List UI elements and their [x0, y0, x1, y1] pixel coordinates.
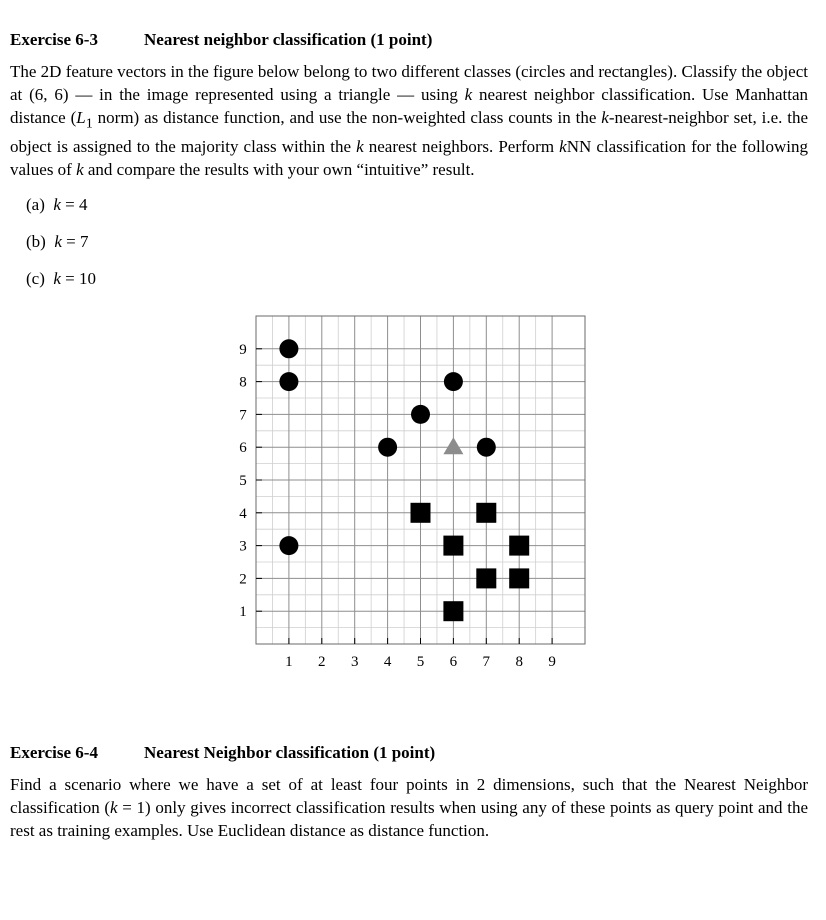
x-tick-label: 7: [482, 654, 491, 670]
exercise-6-4-title: Nearest Neighbor classification (1 point): [144, 743, 436, 762]
square-point: [443, 536, 463, 556]
square-point: [443, 601, 463, 621]
x-tick-label: 3: [350, 654, 359, 670]
ex63-text-6: NN classification for the following values of: [10, 137, 808, 180]
query-triangle-point: [443, 437, 463, 454]
ex64-var-k: k: [110, 798, 118, 817]
circle-point: [444, 372, 463, 391]
x-tick-label: 1: [285, 654, 293, 670]
ex63-var-k-5: k: [76, 160, 84, 180]
exercise-6-4-description: [10, 773, 808, 842]
ex63-text-3: norm) as distance function, and use the non-weighted class counts in the: [92, 108, 602, 127]
x-tick-label: 6: [449, 654, 458, 670]
ex63-var-l-subscript: 1: [85, 115, 93, 132]
ex63-var-k-4: k: [559, 137, 567, 157]
circle-point: [477, 438, 496, 457]
circle-point: [279, 536, 298, 555]
x-tick-label: 4: [383, 654, 392, 670]
x-tick-label: 9: [548, 654, 556, 670]
ex64-text-1: Find a scenario where we have a set of at least four points in 2 dimensions, such that the Nearest Neighbor classification (: [10, 775, 808, 817]
y-tick-label: 9: [239, 341, 247, 358]
subtask-b-label: (b): [26, 232, 46, 251]
y-tick-label: 6: [239, 440, 247, 457]
subtask-a-variable: k: [53, 195, 61, 214]
square-point: [509, 568, 529, 588]
y-tick-label: 8: [239, 374, 247, 391]
y-tick-label: 5: [239, 473, 247, 489]
square-point: [476, 503, 496, 523]
exercise-6-4-heading: [10, 743, 436, 763]
square-point: [509, 536, 529, 556]
ex63-var-k-1: k: [464, 85, 473, 104]
ex63-text-5: nearest neighbors. Perform: [363, 137, 560, 157]
ex63-text-1: The 2D feature vectors in the figure below belong to two different classes (circles and rectangles). Classify the object at (6, 6) — in the image represented using a triangle — using: [10, 62, 808, 104]
y-tick-label: 7: [239, 407, 247, 424]
exercise-6-3-title: Nearest neighbor classification (1 point): [144, 30, 433, 49]
x-tick-label: 2: [318, 654, 326, 670]
circle-point: [279, 339, 298, 358]
subtask-c-value: = 10: [65, 269, 97, 288]
square-point: [411, 503, 431, 523]
exercise-6-3-number: Exercise 6-3: [10, 30, 98, 49]
y-tick-label: 1: [239, 604, 247, 621]
ex63-var-k-3: k: [356, 137, 364, 157]
ex63-text-2: nearest neighbor classification. Use Manhattan distance (: [10, 85, 808, 127]
subtask-b-value: = 7: [66, 232, 89, 251]
subtask-a-value: = 4: [65, 195, 88, 214]
y-tick-label: 3: [239, 538, 247, 555]
circle-point: [378, 438, 397, 457]
x-tick-label: 5: [416, 654, 425, 670]
y-tick-label: 2: [239, 571, 247, 588]
ex63-text-7: and compare the results with your own “intuitive” result.: [83, 160, 475, 180]
subtask-c-label: (c): [26, 269, 45, 288]
square-point: [476, 568, 496, 588]
x-tick-label: 8: [515, 654, 523, 670]
ex63-var-k-2: k: [601, 108, 609, 127]
circle-point: [279, 372, 298, 391]
exercise-6-4-number: Exercise 6-4: [10, 743, 98, 762]
ex64-text-2: = 1) only gives incorrect classification results when using any of these points as query point and the rest as training examples. Use Euclidean distance as distance function.: [10, 798, 808, 840]
circle-point: [411, 405, 430, 424]
y-tick-label: 4: [239, 505, 247, 522]
subtask-b-variable: k: [54, 232, 62, 251]
ex63-text-4: -nearest-neighbor set, i.e. the object is assigned to the majority class within the: [10, 108, 808, 157]
subtask-a-label: (a): [26, 195, 45, 214]
ex63-var-l: L: [76, 108, 86, 127]
subtask-c-variable: k: [53, 269, 61, 288]
